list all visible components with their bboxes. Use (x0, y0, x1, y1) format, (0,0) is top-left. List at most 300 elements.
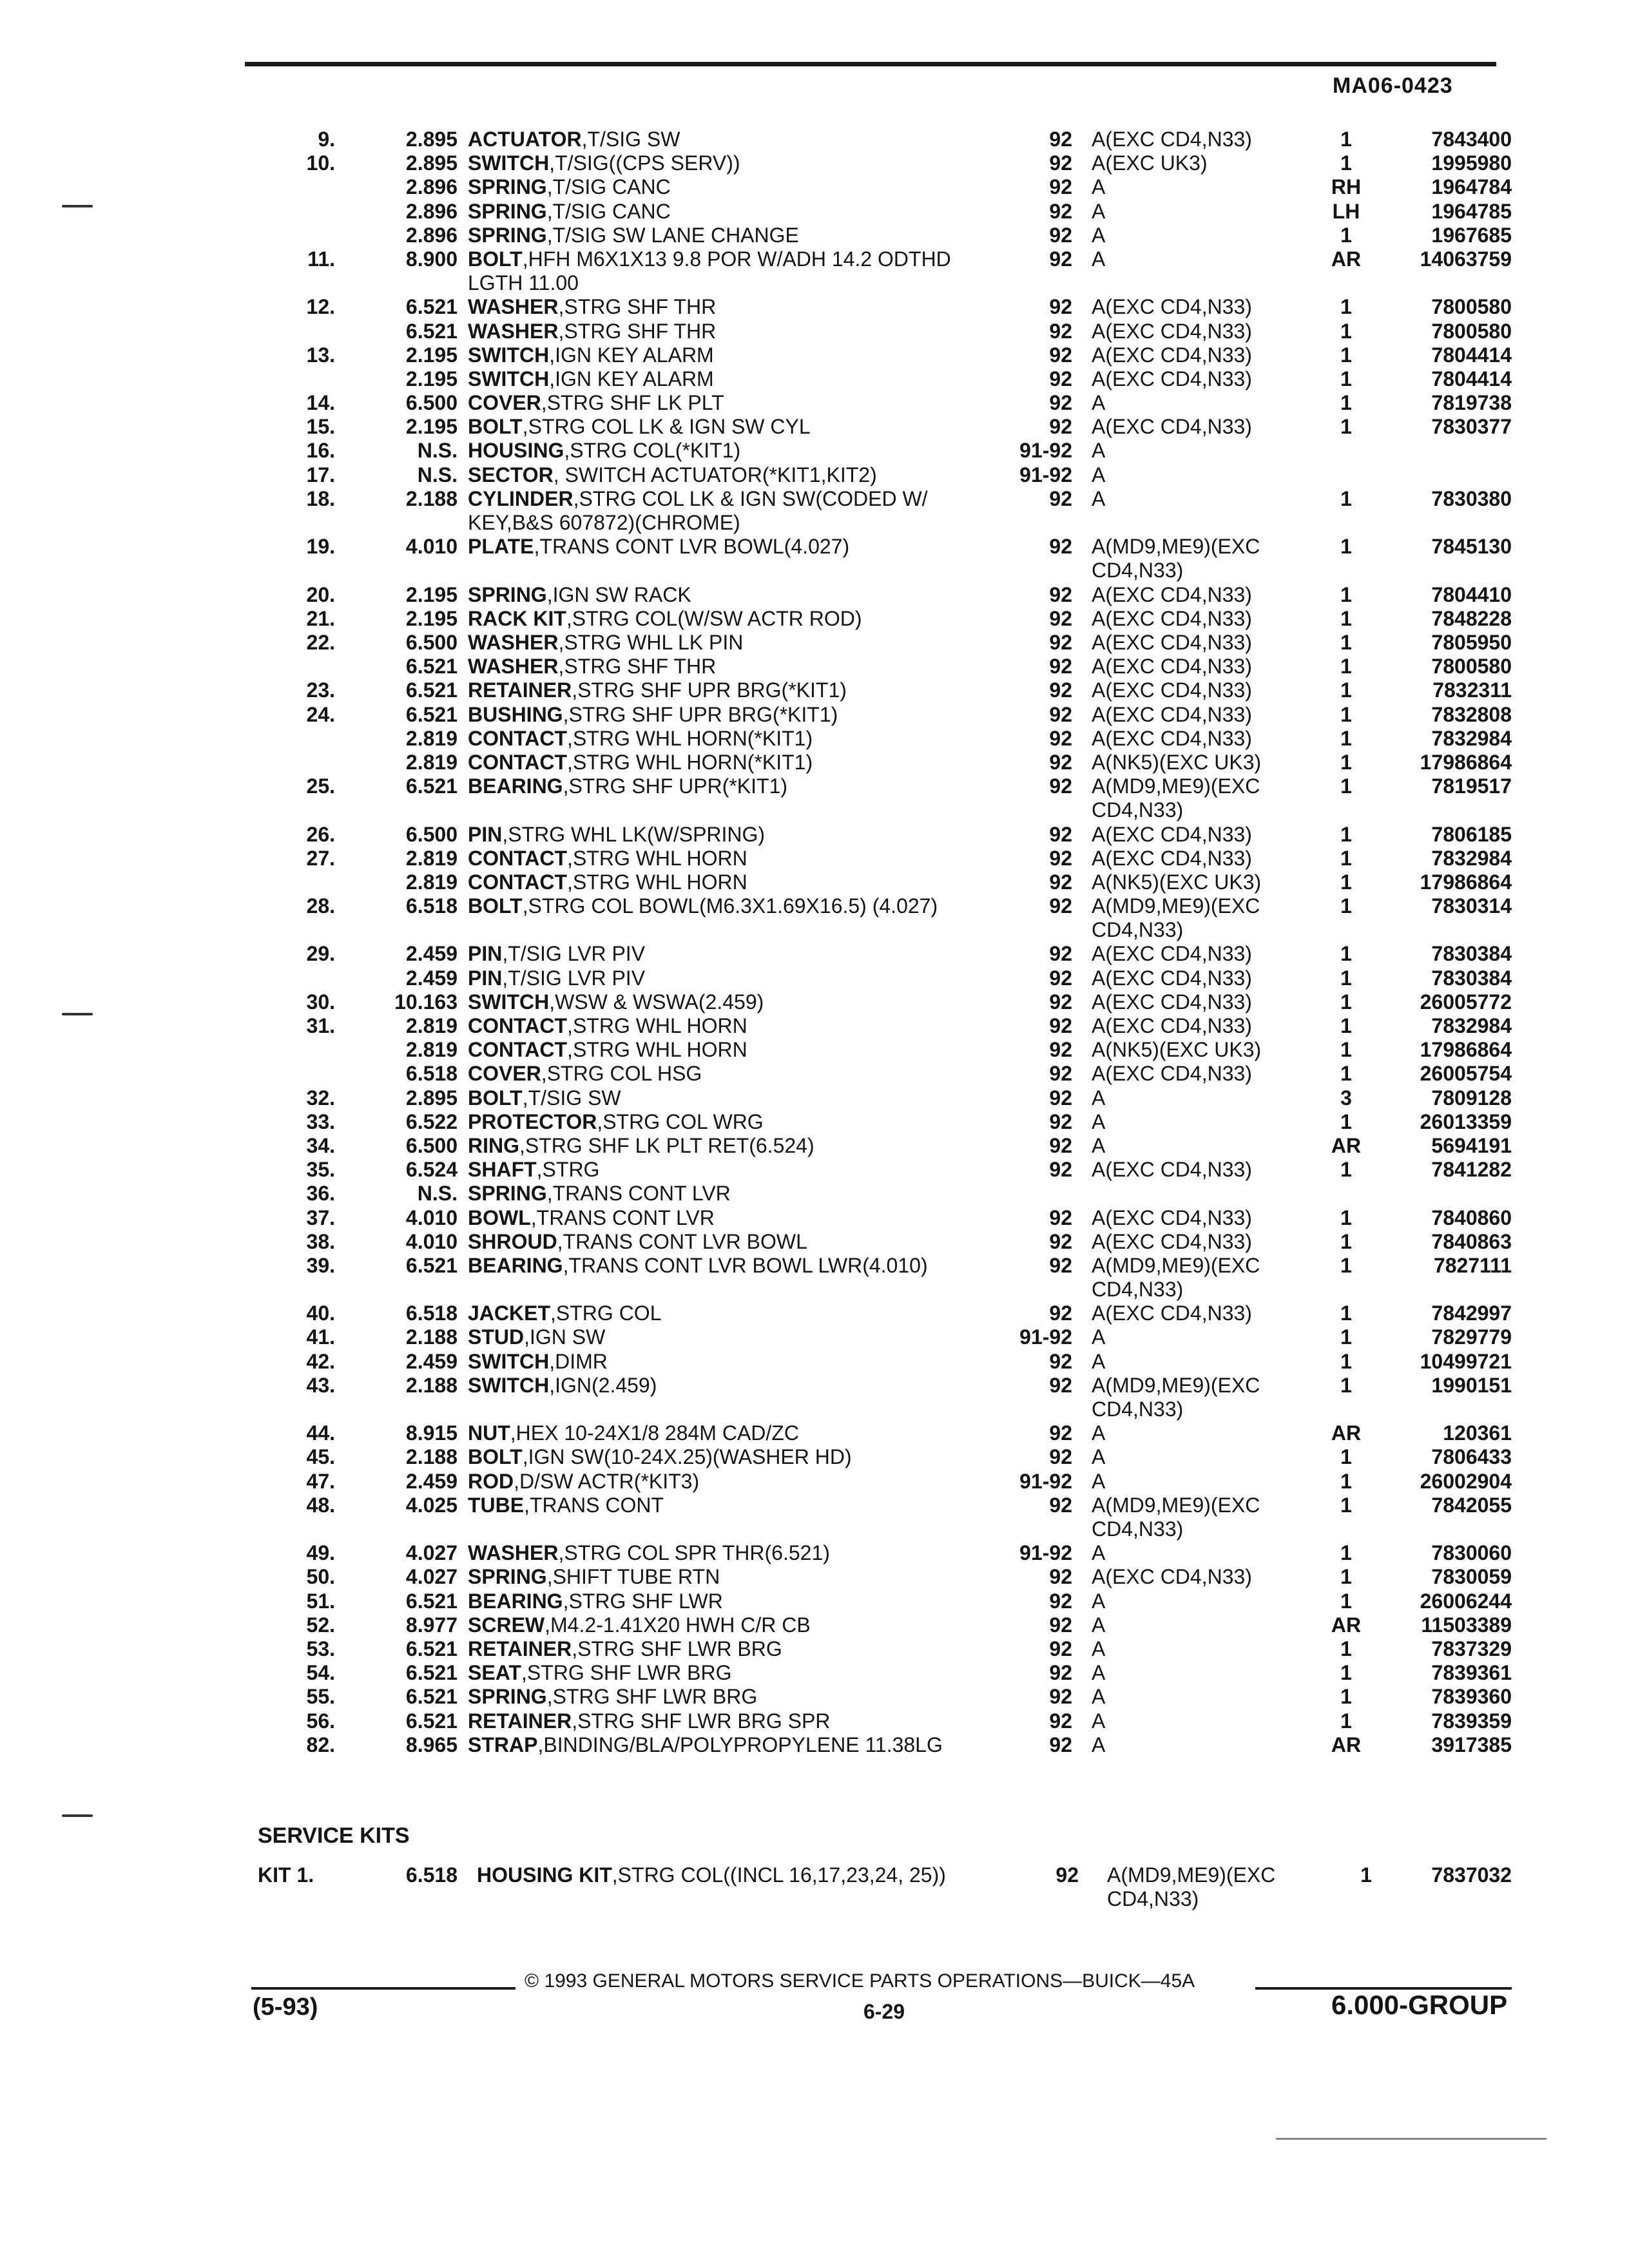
part-name: WASHER (468, 295, 559, 319)
part-detail: ,T/SIG SW LANE CHANGE (546, 223, 799, 247)
ref-number: 29. (306, 942, 335, 966)
model-code: A(EXC CD4,N33) (1092, 846, 1252, 870)
part-description (468, 1014, 994, 1038)
ref-number: 22. (306, 630, 335, 654)
part-name: CONTACT (468, 870, 568, 894)
part-number: 11503389 (1421, 1613, 1512, 1637)
part-name: SHAFT (468, 1158, 537, 1182)
part-name: PLATE (468, 535, 534, 559)
part-detail: ,STRG SHF THR (558, 295, 717, 319)
ref-number: 52. (306, 1613, 335, 1637)
table-row (0, 823, 1629, 847)
part-detail: ,STRG SHF LWR BRG (521, 1661, 732, 1685)
model-code: A (1092, 1133, 1106, 1157)
kit-detail: ,STRG COL((INCL 16,17,23,24, 25)) (612, 1863, 946, 1887)
quantity: 1 (1340, 1302, 1352, 1325)
ref-number: 51. (306, 1589, 335, 1613)
model-code: A(MD9,ME9)(EXC CD4,N33) (1092, 894, 1260, 942)
part-number: 7839360 (1431, 1685, 1512, 1709)
quantity: 1 (1340, 1589, 1352, 1613)
table-row (0, 1733, 1629, 1781)
ref-number: 30. (306, 990, 335, 1014)
part-description (468, 990, 994, 1014)
ref-number: 14. (306, 391, 335, 415)
part-name: CONTACT (468, 846, 568, 870)
part-name: COVER (468, 1062, 541, 1086)
quantity: 1 (1340, 966, 1352, 990)
model-year: 92 (1049, 990, 1072, 1014)
group-number: 2.896 (405, 199, 458, 223)
model-code: A (1092, 1733, 1106, 1756)
ref-number: 16. (306, 439, 335, 463)
model-year: 92 (1049, 1685, 1072, 1709)
table-row (0, 1374, 1629, 1421)
model-code: A (1092, 1086, 1106, 1110)
part-description (468, 1062, 994, 1086)
part-number: 17986864 (1420, 1038, 1512, 1062)
table-row (0, 942, 1629, 966)
table-row (0, 1709, 1629, 1733)
part-number: 7845130 (1431, 535, 1512, 559)
top-rule (245, 62, 1496, 66)
table-row (0, 1590, 1629, 1613)
part-detail: ,STRG WHL HORN (567, 846, 747, 870)
ref-number: 33. (306, 1110, 335, 1133)
model-year: 92 (1049, 1349, 1072, 1373)
part-name: CONTACT (468, 750, 568, 774)
quantity: 1 (1340, 1469, 1352, 1493)
group-number: 2.819 (405, 1014, 458, 1038)
part-description (468, 1421, 994, 1445)
part-number: 7839361 (1431, 1661, 1512, 1685)
model-year: 92 (1049, 582, 1072, 606)
model-code: A(EXC UK3) (1092, 151, 1208, 175)
part-description (468, 1230, 994, 1254)
kit-ref: KIT 1. (258, 1863, 314, 1887)
model-year: 92 (1049, 942, 1072, 966)
part-detail: ,STRG SHF UPR BRG(*KIT1) (563, 702, 838, 726)
part-description (468, 751, 994, 774)
part-name: WASHER (468, 630, 559, 654)
model-code: A(MD9,ME9)(EXC CD4,N33) (1092, 1253, 1260, 1301)
quantity: 1 (1340, 1253, 1352, 1277)
part-name: SPRING (468, 1182, 547, 1206)
model-year: 92 (1049, 1421, 1072, 1445)
part-number: 7832311 (1432, 678, 1512, 702)
part-name: WASHER (468, 655, 559, 678)
part-description (468, 1182, 994, 1206)
part-name: SWITCH (468, 151, 550, 175)
group-number: 6.521 (405, 1685, 458, 1709)
part-number: 26002904 (1420, 1469, 1512, 1493)
model-year: 92 (1049, 702, 1072, 726)
table-row (0, 1158, 1629, 1182)
model-code: A(EXC CD4,N33) (1092, 1062, 1252, 1086)
service-kits-heading: SERVICE KITS (258, 1823, 410, 1848)
part-number: 7800580 (1431, 655, 1512, 678)
part-name: BEARING (468, 1253, 563, 1277)
model-code: A (1092, 223, 1106, 247)
table-row (0, 343, 1629, 367)
ref-number: 39. (306, 1253, 335, 1277)
part-number: 7841282 (1431, 1158, 1512, 1182)
part-detail: ,T/SIG((CPS SERV)) (549, 151, 740, 175)
quantity: AR (1331, 1613, 1362, 1637)
model-code: A (1092, 1637, 1106, 1660)
quantity: 1 (1340, 415, 1352, 439)
model-year: 92 (1049, 846, 1072, 870)
model-year: 92 (1049, 1014, 1072, 1038)
part-description (468, 320, 994, 343)
quantity: AR (1331, 247, 1362, 271)
table-row (0, 439, 1629, 463)
ref-number: 24. (306, 702, 335, 726)
group-number: 2.819 (405, 1038, 458, 1062)
part-number: 26006244 (1420, 1589, 1512, 1613)
part-description (468, 1541, 994, 1565)
model-year: 92 (1049, 1110, 1072, 1133)
model-code: A (1092, 1110, 1106, 1133)
ref-number: 36. (306, 1182, 335, 1206)
group-number: 6.518 (405, 894, 458, 918)
part-detail: ,STRG WHL LK PIN (558, 630, 744, 654)
part-description (468, 487, 994, 535)
model-code: A(EXC CD4,N33) (1092, 415, 1252, 439)
quantity: 1 (1340, 990, 1352, 1014)
model-year: 92 (1049, 1158, 1072, 1182)
part-description (468, 1661, 994, 1685)
model-year: 92 (1049, 535, 1072, 559)
model-year: 92 (1049, 774, 1072, 798)
part-detail: ,T/SIG SW (522, 1086, 621, 1110)
part-detail: ,STRG COL SPR THR(6.521) (558, 1541, 830, 1565)
table-row (0, 990, 1629, 1014)
model-year: 92 (1049, 1661, 1072, 1685)
model-year: 92 (1049, 151, 1072, 175)
group-number: 8.965 (405, 1733, 458, 1756)
part-description (468, 367, 994, 391)
model-year: 92 (1049, 1253, 1072, 1277)
quantity: 1 (1340, 702, 1352, 726)
part-description (468, 295, 994, 319)
table-row (0, 535, 1629, 582)
table-row (0, 1613, 1629, 1637)
part-description (468, 583, 994, 607)
kit-part-number: 7837032 (1431, 1863, 1512, 1887)
part-name: RETAINER (468, 1637, 572, 1660)
quantity: 1 (1340, 151, 1352, 175)
model-code: A(EXC CD4,N33) (1092, 582, 1252, 606)
group-number: 8.915 (405, 1421, 458, 1445)
part-number: 7840863 (1431, 1229, 1512, 1253)
model-code: A (1092, 247, 1106, 271)
model-code: A(EXC CD4,N33) (1092, 1158, 1252, 1182)
part-number: 7832984 (1431, 846, 1512, 870)
part-description (468, 631, 994, 655)
part-detail: , SWITCH ACTUATOR(*KIT1,KIT2) (553, 463, 877, 486)
quantity: 1 (1340, 128, 1352, 151)
group-number: N.S. (417, 463, 458, 486)
part-detail: ,T/SIG CANC (546, 199, 671, 223)
part-detail: ,TRANS CONT LVR BOWL (557, 1229, 807, 1253)
parts-list (0, 128, 1629, 1781)
table-row (0, 751, 1629, 774)
part-detail: ,STRG (536, 1158, 600, 1182)
ref-number: 35. (306, 1158, 335, 1182)
part-detail: ,TRANS CONT LVR (546, 1182, 731, 1206)
part-name: STRAP (468, 1733, 538, 1756)
model-code: A(EXC CD4,N33) (1092, 295, 1252, 319)
model-year: 92 (1049, 870, 1072, 894)
group-number: 6.521 (405, 1709, 458, 1733)
quantity: 1 (1340, 774, 1352, 798)
table-row (0, 607, 1629, 631)
table-row (0, 1254, 1629, 1302)
model-year: 92 (1049, 1589, 1072, 1613)
table-row (0, 1445, 1629, 1469)
table-row (0, 1637, 1629, 1661)
quantity: 1 (1340, 630, 1352, 654)
quantity: AR (1331, 1733, 1362, 1756)
ref-number: 47. (306, 1469, 335, 1493)
ref-number: 17. (306, 463, 335, 486)
quantity: 1 (1340, 750, 1352, 774)
table-row (0, 1182, 1629, 1206)
table-row (0, 415, 1629, 439)
table-row (0, 151, 1629, 175)
part-detail: ,TRANS CONT (524, 1493, 664, 1517)
part-detail: ,T/SIG LVR PIV (502, 942, 646, 966)
model-code: A(NK5)(EXC UK3) (1092, 870, 1262, 894)
ref-number: 28. (306, 894, 335, 918)
model-year: 92 (1049, 1062, 1072, 1086)
group-number: 4.010 (405, 1229, 458, 1253)
group-number: 2.195 (405, 415, 458, 439)
model-code: A (1092, 1661, 1106, 1685)
part-name: RING (468, 1133, 519, 1157)
model-year: 91-92 (1019, 1541, 1072, 1565)
group-number: 6.521 (405, 1589, 458, 1613)
part-description (468, 894, 994, 918)
table-row (0, 703, 1629, 727)
model-code: A(EXC CD4,N33) (1092, 678, 1252, 702)
model-year: 92 (1049, 1229, 1072, 1253)
group-number: 2.188 (405, 1373, 458, 1397)
table-row (0, 727, 1629, 751)
model-year: 92 (1049, 391, 1072, 415)
quantity: 1 (1340, 1325, 1352, 1349)
part-description (468, 774, 994, 798)
ref-number: 19. (306, 535, 335, 559)
group-number: 6.500 (405, 1133, 458, 1157)
table-row (0, 1302, 1629, 1325)
part-detail: ,TRANS CONT LVR BOWL(4.027) (534, 535, 850, 559)
part-description (468, 1086, 994, 1110)
part-description (468, 1565, 994, 1589)
part-description (468, 727, 994, 751)
table-row (0, 870, 1629, 894)
part-detail: ,STRG SHF LWR BRG (546, 1685, 758, 1709)
model-year: 92 (1049, 1302, 1072, 1325)
group-number: 2.896 (405, 175, 458, 199)
group-number: 2.195 (405, 582, 458, 606)
copyright: © 1993 GENERAL MOTORS SERVICE PARTS OPERATIONS—BUICK—45A (525, 1970, 1195, 1992)
group-number: 2.895 (405, 128, 458, 151)
ref-number: 11. (307, 247, 335, 271)
part-name: RACK KIT (468, 606, 566, 630)
quantity: 1 (1340, 1541, 1352, 1565)
group-number: 2.819 (405, 726, 458, 750)
quantity: 1 (1340, 942, 1352, 966)
model-code: A(EXC CD4,N33) (1092, 822, 1252, 846)
part-detail: ,STRG SHF THR (558, 319, 717, 343)
part-number: 26005772 (1420, 990, 1512, 1014)
part-name: RETAINER (468, 1709, 572, 1733)
part-number: 17986864 (1420, 870, 1512, 894)
table-row (0, 320, 1629, 343)
quantity: 1 (1340, 367, 1352, 390)
model-code: A(MD9,ME9)(EXC CD4,N33) (1092, 1373, 1260, 1421)
part-description (468, 1350, 994, 1374)
part-number: 7800580 (1431, 295, 1512, 319)
model-code: A(EXC CD4,N33) (1092, 343, 1252, 367)
part-detail: ,M4.2-1.41X20 HWH C/R CB (545, 1613, 811, 1637)
ref-number: 54. (306, 1661, 335, 1685)
part-description (468, 1637, 994, 1661)
quantity: 1 (1340, 1062, 1352, 1086)
ref-number: 13. (306, 343, 335, 367)
model-code: A (1092, 1445, 1106, 1469)
model-year: 92 (1049, 175, 1072, 199)
table-row (0, 1230, 1629, 1254)
model-code: A(EXC CD4,N33) (1092, 1014, 1252, 1038)
table-row (0, 1421, 1629, 1445)
model-code: A(EXC CD4,N33) (1092, 1206, 1252, 1229)
quantity: 1 (1340, 822, 1352, 846)
part-detail: ,IGN SW(10-24X.25)(WASHER HD) (522, 1445, 852, 1469)
part-number: 7827111 (1433, 1253, 1512, 1277)
group-number: 8.900 (405, 247, 458, 271)
model-code: A (1092, 1349, 1106, 1373)
part-detail: ,STRG COL(*KIT1) (564, 439, 741, 463)
ref-number: 43. (306, 1373, 335, 1397)
part-detail: ,T/SIG LVR PIV (502, 966, 646, 990)
ref-number: 56. (306, 1709, 335, 1733)
part-number: 7806185 (1431, 822, 1512, 846)
table-row (0, 224, 1629, 247)
part-number: 3917385 (1431, 1733, 1512, 1756)
part-number: 7830059 (1431, 1565, 1512, 1589)
model-code: A (1092, 486, 1106, 510)
ref-number: 37. (306, 1206, 335, 1229)
part-number: 7837329 (1431, 1637, 1512, 1660)
bottom-rule (1276, 2138, 1547, 2140)
model-year: 92 (1049, 1086, 1072, 1110)
part-detail: ,STRG SHF UPR(*KIT1) (563, 774, 788, 798)
part-name: SPRING (468, 175, 547, 199)
quantity: 1 (1340, 486, 1352, 510)
part-name: PROTECTOR (468, 1110, 597, 1133)
quantity: 1 (1340, 1709, 1352, 1733)
part-detail: ,IGN SW RACK (546, 582, 691, 606)
part-name: SPRING (468, 582, 547, 606)
part-name: BOWL (468, 1206, 531, 1229)
group-number: 6.521 (405, 295, 458, 319)
quantity: RH (1331, 175, 1362, 199)
part-description (468, 1374, 994, 1398)
group-number: 6.521 (405, 774, 458, 798)
model-year: 92 (1049, 295, 1072, 319)
quantity: 1 (1340, 319, 1352, 343)
part-number: 7832808 (1431, 702, 1512, 726)
model-code: A(EXC CD4,N33) (1092, 367, 1252, 390)
table-row (0, 1661, 1629, 1685)
model-year: 92 (1049, 1206, 1072, 1229)
table-row (0, 1206, 1629, 1230)
model-code: A(EXC CD4,N33) (1092, 128, 1252, 151)
quantity: 1 (1340, 894, 1352, 918)
model-year: 92 (1049, 247, 1072, 271)
quantity: AR (1331, 1133, 1362, 1157)
model-code: A (1092, 1709, 1106, 1733)
group-number: 6.521 (405, 1661, 458, 1685)
model-code: A(NK5)(EXC UK3) (1092, 750, 1262, 774)
part-name: CONTACT (468, 726, 568, 750)
model-code: A (1092, 1589, 1106, 1613)
model-year: 92 (1049, 1038, 1072, 1062)
part-number: 7809128 (1431, 1086, 1512, 1110)
model-year: 91-92 (1019, 439, 1072, 463)
model-code: A(EXC CD4,N33) (1092, 966, 1252, 990)
part-number: 7806433 (1431, 1445, 1512, 1469)
part-detail: ,IGN KEY ALARM (549, 343, 714, 367)
model-code: A(EXC CD4,N33) (1092, 1302, 1252, 1325)
table-row (0, 774, 1629, 822)
part-number: 7819517 (1431, 774, 1512, 798)
part-detail: ,STRG SHF UPR BRG(*KIT1) (572, 678, 847, 702)
group-number: 2.819 (405, 870, 458, 894)
model-code: A(EXC CD4,N33) (1092, 319, 1252, 343)
part-number: 7819738 (1431, 391, 1512, 415)
part-name: ACTUATOR (468, 128, 582, 151)
part-name: BEARING (468, 774, 563, 798)
part-description (468, 247, 994, 295)
group-number: 6.524 (405, 1158, 458, 1182)
part-detail: ,STRG WHL LK(W/SPRING) (502, 822, 766, 846)
part-description (468, 535, 994, 559)
service-kit-row (0, 1863, 1629, 1915)
model-code: A(MD9,ME9)(EXC CD4,N33) (1092, 1493, 1260, 1541)
part-name: SWITCH (468, 1373, 550, 1397)
table-row (0, 1086, 1629, 1110)
part-detail: ,STRG WHL HORN (567, 1038, 747, 1062)
ref-number: 26. (306, 822, 335, 846)
table-row (0, 1110, 1629, 1134)
model-code: A (1092, 439, 1106, 463)
table-row (0, 487, 1629, 535)
ref-number: 48. (306, 1493, 335, 1517)
part-name: PIN (468, 966, 503, 990)
quantity: 1 (1340, 846, 1352, 870)
part-name: SPRING (468, 1685, 547, 1709)
margin-mark (62, 1814, 93, 1817)
kit-group: 6.518 (405, 1863, 458, 1887)
part-number: 7842055 (1431, 1493, 1512, 1517)
model-year: 91-92 (1019, 1469, 1072, 1493)
model-year: 92 (1049, 128, 1072, 151)
table-row (0, 1325, 1629, 1349)
group-number: 2.819 (405, 846, 458, 870)
